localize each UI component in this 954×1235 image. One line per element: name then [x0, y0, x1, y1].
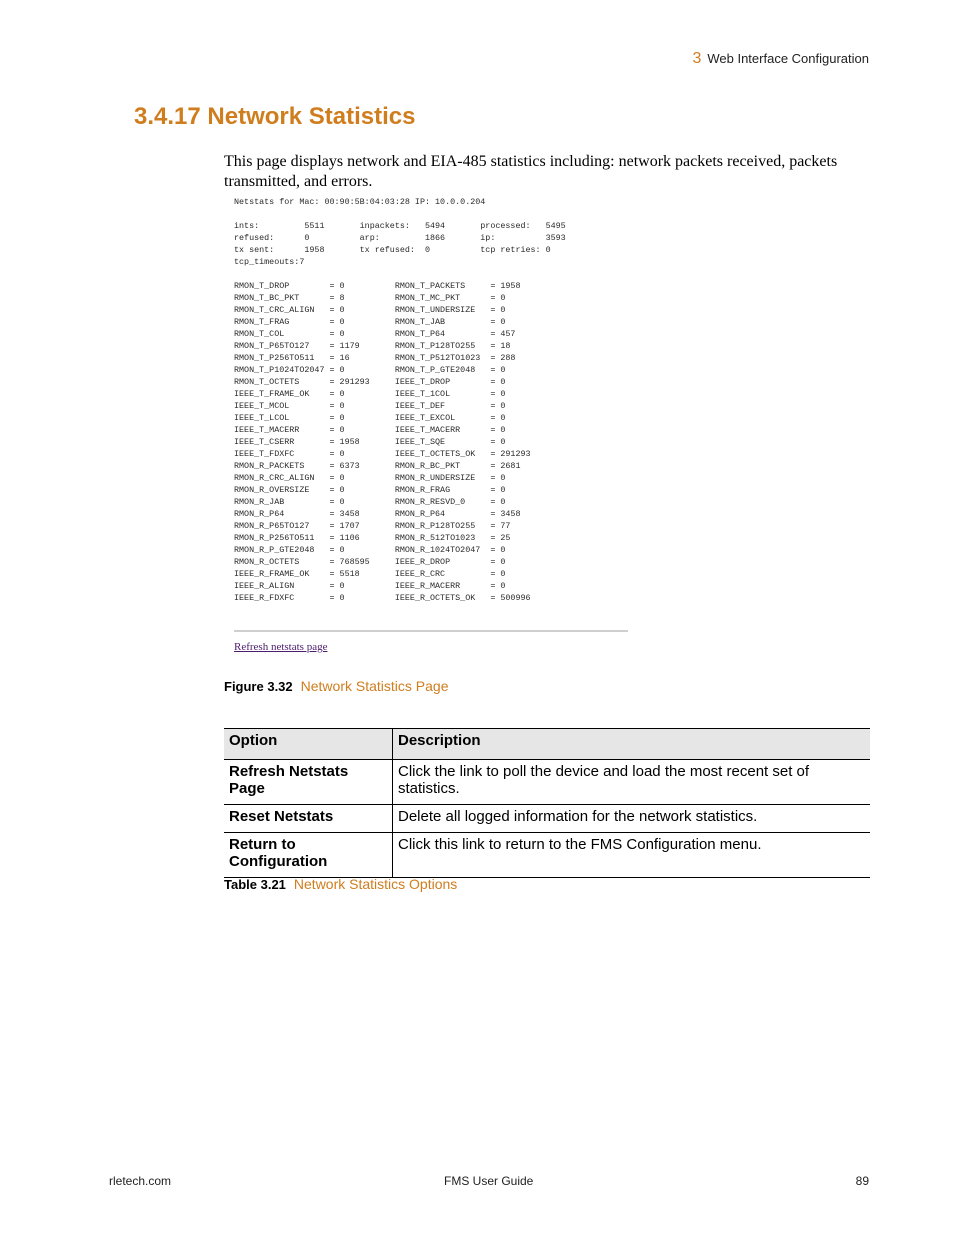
figure-title: Network Statistics Page: [300, 678, 449, 694]
option-cell: Refresh Netstats Page: [224, 760, 393, 805]
table-header-row: [224, 729, 870, 760]
table-row: [224, 805, 870, 833]
chapter-title: Web Interface Configuration: [707, 51, 869, 66]
option-cell: Return to Configuration: [224, 833, 393, 878]
table-row: [224, 760, 870, 805]
netstats-output: Netstats for Mac: 00:90:5B:04:03:28 IP: 10.0.0.204 ints: 5511 inpackets: 5494 processed: 5495 refused: 0 arp: 1866 ip: 3593 tx sent: 1958 tx refused: 0 tcp retries: 0 tcp_timeouts:7 RMON_T_DROP = 0 RMON_T_PACKETS = 1958 RMON_T_BC_PKT = 8 RMON_T_MC_PKT = 0 RMON_T_CRC_ALIGN = 0 RMON_T_UNDERSIZE = 0 RMON_T_FRAG = 0 RMON_T_JAB = 0 RMON_T_COL = 0 RMON_T_P64 = 457 RMON_T_P65TO127 = 1179 RMON_T_P128TO255 = 18 RMON_T_P256TO511 = 16 RMON_T_P512TO1023 = 288 RMON_T_P1024TO2047 = 0 RMON_T_P_GTE2048 = 0 RMON_T_OCTETS = 291293 IEEE_T_DROP = 0 IEEE_T_FRAME_OK = 0 IEEE_T_1COL = 0 IEEE_T_MCOL = 0 IEEE_T_DEF = 0 IEEE_T_LCOL = 0 IEEE_T_EXCOL = 0 IEEE_T_MACERR = 0 IEEE_T_MACERR = 0 IEEE_T_CSERR = 1958 IEEE_T_SQE = 0 IEEE_T_FDXFC = 0 IEEE_T_OCTETS_OK = 291293 RMON_R_PACKETS = 6373 RMON_R_BC_PKT = 2681 RMON_R_CRC_ALIGN = 0 RMON_R_UNDERSIZE = 0 RMON_R_OVERSIZE = 0 RMON_R_FRAG = 0 RMON_R_JAB = 0 RMON_R_RESVD_0 = 0 RMON_R_P64 = 3458 RMON_R_P64 = 3458 RMON_R_P65TO127 = 1707 RMON_R_P128TO255 = 77 RMON_R_P256TO511 = 1106 RMON_R_512TO1023 = 25 RMON_R_P_GTE2048 = 0 RMON_R_1024TO2047 = 0 RMON_R_OCTETS = 768595 IEEE_R_DROP = 0 IEEE_R_FRAME_OK = 5518 IEEE_R_CRC = 0 IEEE_R_ALIGN = 0 IEEE_R_MACERR = 0 IEEE_R_FDXFC = 0 IEEE_R_OCTETS_OK = 500996: [234, 197, 566, 603]
refresh-netstats-link[interactable]: Refresh netstats page: [234, 641, 328, 653]
footer-page-number: 89: [855, 1174, 869, 1188]
table-caption: [224, 876, 457, 892]
figure-label: Figure 3.32: [224, 679, 293, 694]
section-title: 3.4.17 Network Statistics: [134, 103, 416, 130]
netstats-screenshot: [230, 196, 630, 662]
description-cell: Click the link to poll the device and load the most recent set of statistics.: [393, 760, 871, 805]
footer-guide-title: FMS User Guide: [444, 1174, 534, 1188]
description-cell: Click this link to return to the FMS Configuration menu.: [393, 833, 871, 878]
chapter-header: [692, 50, 869, 68]
description-cell: Delete all logged information for the network statistics.: [393, 805, 871, 833]
figure-caption: [224, 678, 448, 694]
description-column-header: Description: [393, 729, 871, 760]
divider: [234, 630, 628, 632]
intro-paragraph: This page displays network and EIA-485 statistics including: network packets received, packets transmitted, and errors.: [224, 153, 838, 190]
option-column-header: Option: [224, 729, 393, 760]
footer-website: rletech.com: [109, 1174, 172, 1188]
chapter-number: 3: [692, 50, 702, 67]
table-row: [224, 833, 870, 878]
options-table: [224, 728, 870, 878]
table-title: Network Statistics Options: [293, 876, 458, 892]
option-cell: Reset Netstats: [224, 805, 393, 833]
table-label: Table 3.21: [224, 877, 286, 892]
